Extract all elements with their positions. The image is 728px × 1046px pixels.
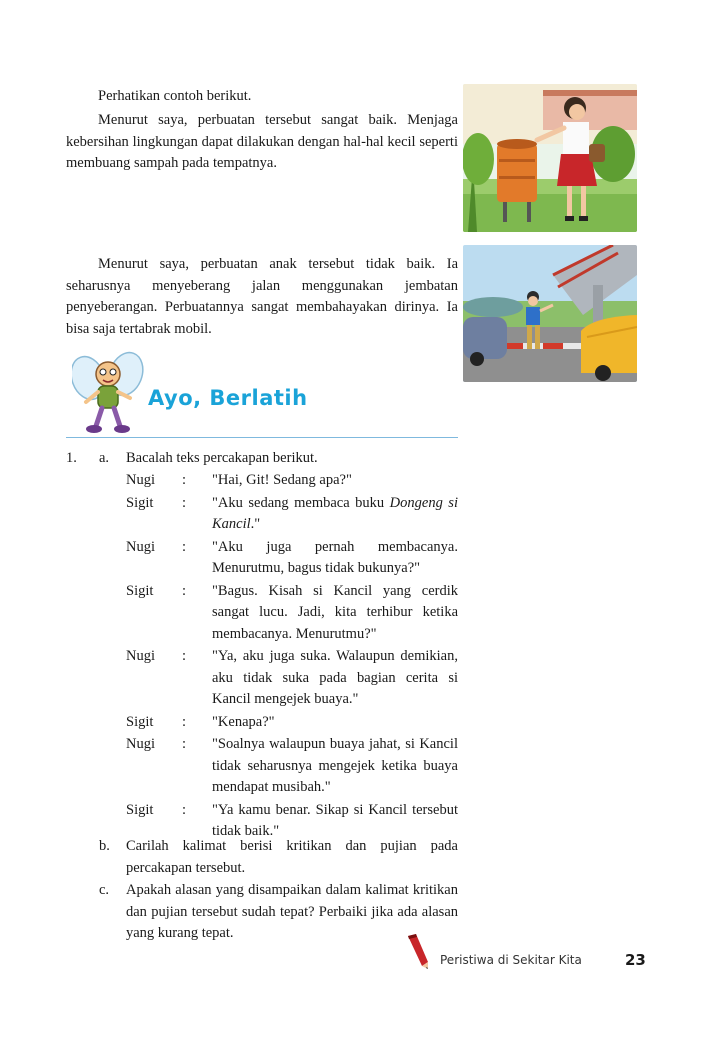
utterance: "Aku sedang membaca buku Dongeng si Kancil." [212, 494, 458, 532]
colon: : [182, 582, 187, 599]
colon: : [182, 494, 187, 511]
dialogue [126, 470, 458, 844]
item-b-text: Carilah kalimat berisi kritikan dan pujian pada percakapan tersebut. [126, 838, 458, 876]
item-c-text: Apakah alasan yang disampaikan dalam kalimat kritikan dan pujian tersebut sudah tepat? Perbaiki jika ada alasan yang kurang tepat. [126, 882, 458, 941]
section-title: Ayo, Berlatih [148, 386, 308, 410]
example-paragraph-2: Menurut saya, perbuatan anak tersebut tidak baik. Ia seharusnya menyeberang jalan menggunakan jembatan penyeberangan. Perbuatannya sangat membahayakan dirinya. Ia bisa saja tertabrak mobil. [66, 256, 458, 337]
item-b-letter: b. [99, 838, 110, 854]
speaker: Nugi [126, 538, 155, 555]
dialogue-line [126, 712, 458, 734]
dialogue-line [126, 581, 458, 646]
dialogue-line [126, 493, 458, 536]
item-a-text: Bacalah teks percakapan berikut. [126, 450, 318, 466]
colon: : [182, 648, 187, 664]
utterance: "Hai, Git! Sedang apa?" [212, 472, 352, 488]
exercise-number: 1. [66, 450, 77, 466]
colon: : [182, 472, 187, 488]
dialogue-line [126, 537, 458, 580]
colon: : [182, 713, 187, 730]
colon: : [182, 538, 187, 555]
example-paragraph-1: Menurut saya, perbuatan tersebut sangat baik. Menjaga kebersihan lingkungan dapat dilakukan dengan hal-hal kecil seperti membuang sampah pada tempatnya. [66, 112, 458, 171]
utterance: "Ya, aku juga suka. Walaupun demikian, aku tidak suka pada bagian cerita si Kancil mengejek buaya." [212, 648, 458, 707]
page-number: 23 [625, 951, 646, 969]
speaker: Sigit [126, 582, 154, 599]
utterance: "Ya kamu benar. Sikap si Kancil tersebut tidak baik." [212, 801, 458, 839]
speaker: Nugi [126, 736, 155, 752]
book-title: Dongeng si Kancil [212, 494, 458, 532]
illustration-boy-crossing-road [463, 245, 637, 382]
utterance: "Kenapa?" [212, 713, 275, 730]
utterance: "Aku juga pernah membacanya. Menurutmu, bagus tidak bukunya?" [212, 538, 458, 576]
speaker: Sigit [126, 713, 154, 730]
colon: : [182, 736, 187, 752]
item-c-letter: c. [99, 882, 110, 898]
speaker: Nugi [126, 648, 155, 664]
section-divider [66, 437, 458, 438]
mascot-dragonfly-icon [72, 348, 144, 436]
dialogue-line [126, 734, 458, 799]
utterance: "Soalnya walaupun buaya jahat, si Kancil tidak seharusnya mengejek ketika buaya mendapat musibah." [212, 736, 458, 795]
intro-text: Perhatikan contoh berikut. [98, 88, 252, 104]
dialogue-line [126, 470, 458, 492]
speaker: Nugi [126, 472, 155, 488]
footer-chapter-title: Peristiwa di Sekitar Kita [440, 953, 582, 967]
speaker: Sigit [126, 801, 154, 818]
item-a-letter: a. [99, 450, 110, 466]
pencil-icon [402, 934, 432, 970]
colon: : [182, 801, 187, 818]
speaker: Sigit [126, 494, 154, 511]
dialogue-line [126, 646, 458, 711]
utterance: "Bagus. Kisah si Kancil yang cerdik sangat lucu. Jadi, kita terhibur ketika membacanya. Menurutmu?" [212, 582, 458, 642]
illustration-girl-trash-bin [463, 84, 637, 232]
